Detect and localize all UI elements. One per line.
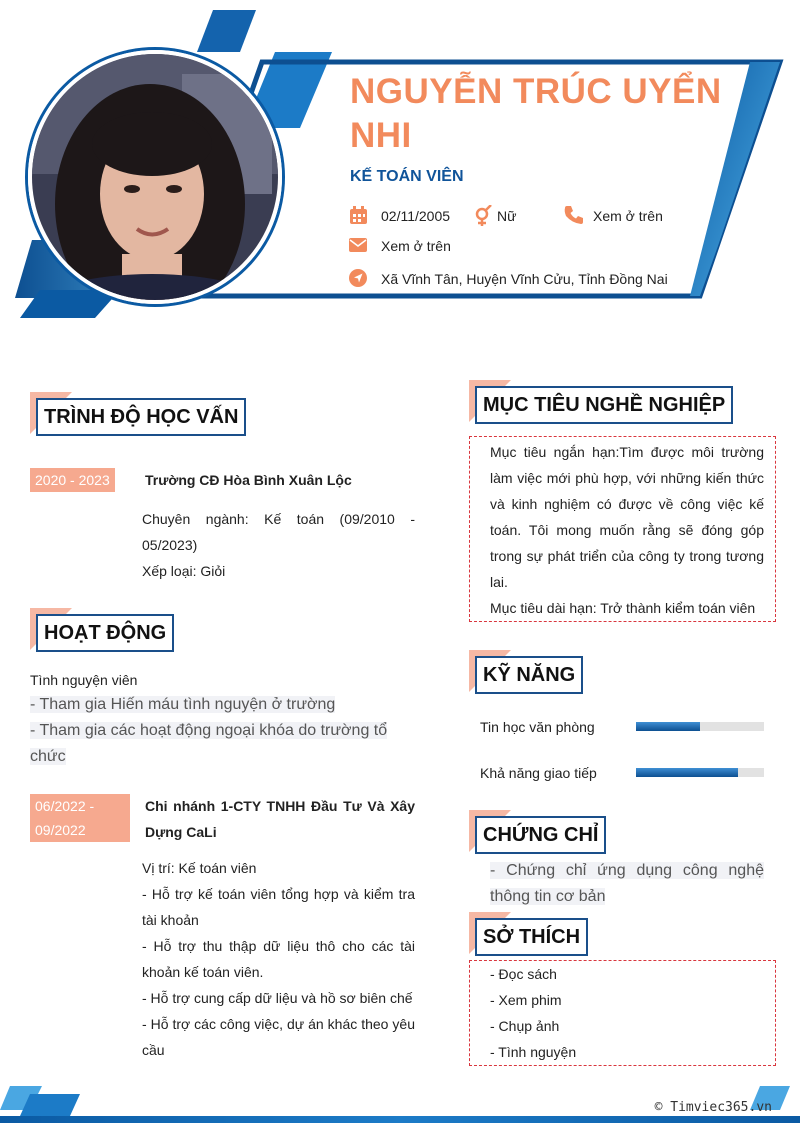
section-title: HOẠT ĐỘNG <box>36 614 174 652</box>
skill-label: Khả năng giao tiếp <box>480 765 597 781</box>
school-name: Trường CĐ Hòa Bình Xuân Lộc <box>145 472 352 488</box>
section-title: MỤC TIÊU NGHỀ NGHIỆP <box>475 386 733 424</box>
gender-text: Nữ <box>497 208 517 224</box>
job-title: KẾ TOÁN VIÊN <box>350 168 464 185</box>
objective-short: Mục tiêu ngắn hạn:Tìm được môi trường làm việc mới phù hợp, với những kiến thức và kinh nghiệm có được về công việc kế toán. Tôi mong muốn rằng sẽ đóng góp trong sự phát triển của công ty trong tương lai. <box>490 444 764 590</box>
envelope-icon <box>349 238 367 252</box>
email-text: Xem ở trên <box>381 238 451 254</box>
work-item: - Hỗ trợ kế toán viên tổng hợp và kiểm tra tài khoản <box>142 886 415 928</box>
location-arrow-icon <box>349 269 367 287</box>
calendar-icon <box>349 206 368 225</box>
candidate-name: NGUYỄN TRÚC UYỂN NHI <box>350 72 722 155</box>
section-title: CHỨNG CHỈ <box>475 816 606 854</box>
activity-list <box>30 692 415 770</box>
work-details <box>142 855 415 1063</box>
work-position: Vị trí: Kế toán viên <box>142 860 257 876</box>
skill-bar <box>636 722 764 731</box>
activity-item: - Tham gia Hiến máu tình nguyện ở trường <box>30 696 336 713</box>
objective-long: Mục tiêu dài hạn: Trở thành kiểm toán viên <box>490 600 756 616</box>
major-text: Chuyên ngành: Kế toán (09/2010 - 05/2023) <box>142 511 415 553</box>
skill-fill <box>636 768 738 777</box>
footer-credit: © Timviec365.vn <box>654 1100 772 1115</box>
work-item: - Hỗ trợ thu thập dữ liệu thô cho các tài khoản kế toán viên. <box>142 938 415 980</box>
phone-icon <box>564 205 584 225</box>
hobby-item: - Chụp ảnh <box>490 1018 560 1034</box>
section-title: TRÌNH ĐỘ HỌC VẤN <box>36 398 246 436</box>
section-title: SỞ THÍCH <box>475 918 588 956</box>
hobby-item: - Tình nguyện <box>490 1044 577 1060</box>
skill-fill <box>636 722 700 731</box>
hobby-item: - Đọc sách <box>490 966 557 982</box>
hobbies-list <box>490 961 764 1065</box>
skill-bar <box>636 768 764 777</box>
work-item: - Hỗ trợ cung cấp dữ liệu và hồ sơ biên chế <box>142 990 413 1006</box>
birthday-text: 02/11/2005 <box>381 208 451 224</box>
certificate-item-wrap <box>490 858 764 910</box>
skill-label: Tin học văn phòng <box>480 719 595 735</box>
grade-text: Xếp loại: Giỏi <box>142 563 226 579</box>
work-item: - Hỗ trợ các công việc, dự án khác theo yêu cầu <box>142 1016 415 1058</box>
education-date: 2020 - 2023 <box>30 468 115 492</box>
hobby-item: - Xem phim <box>490 992 562 1008</box>
section-title: KỸ NĂNG <box>475 656 583 694</box>
avatar <box>28 50 282 304</box>
phone-text: Xem ở trên <box>593 208 663 224</box>
address-text: Xã Vĩnh Tân, Huyện Vĩnh Cửu, Tỉnh Đồng Nai <box>381 271 668 287</box>
gender-icon <box>473 205 493 227</box>
work-date: 06/2022 - 09/2022 <box>30 794 130 842</box>
activity-item: - Tham gia các hoạt động ngoại khóa do trường tổ chức <box>30 722 388 765</box>
activity-role: Tình nguyện viên <box>30 672 138 688</box>
certificate-item: - Chứng chỉ ứng dụng công nghệ thông tin cơ bản <box>490 862 764 905</box>
work-place: Chi nhánh 1-CTY TNHH Đầu Tư Và Xây Dựng CaLi <box>145 798 415 840</box>
